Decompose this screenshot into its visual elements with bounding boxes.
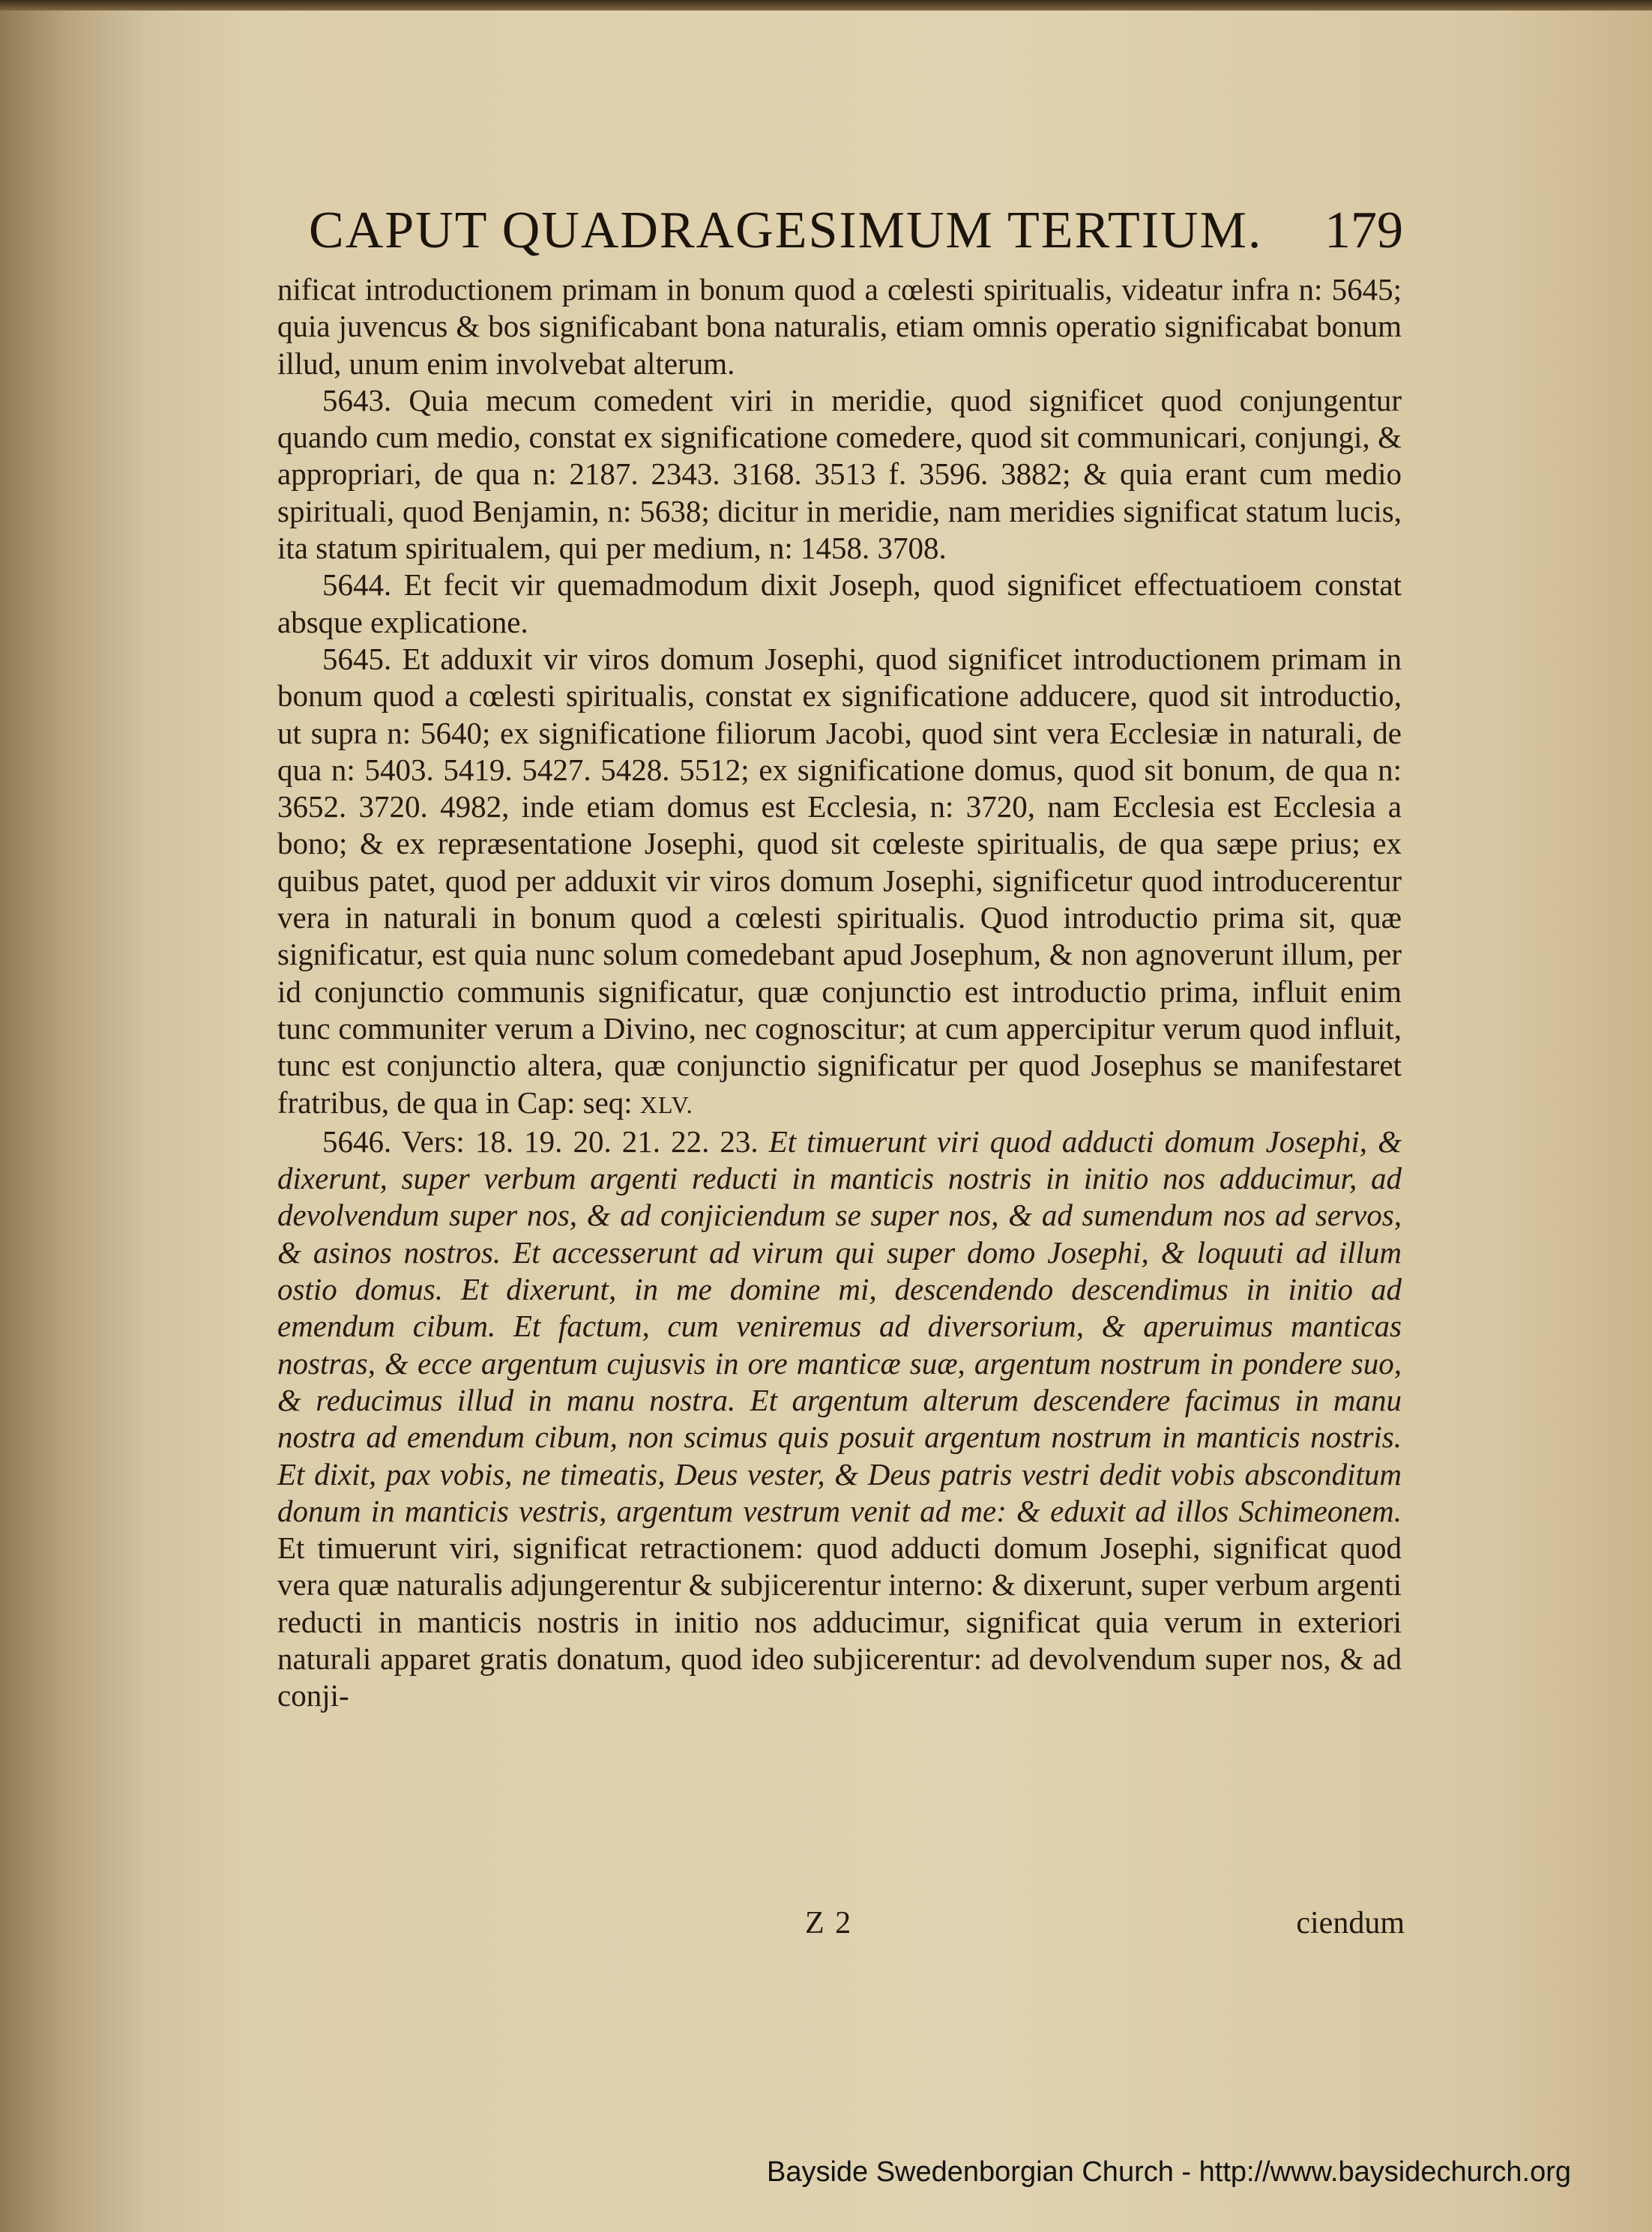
paragraph-5646-exposition: Et timuerunt viri, significat retractionem: quod adducti domum Josephi, significat quod vera quæ naturalis adjungerentur & subjicerentur interno: & dixerunt, super verbum argenti reducti in manticis nostris in initio nos adducimur, significat quia verum in exteriori naturali apparet gratis donatum, quod ideo subjicerentur: ad devolvendum super nos, & ad conji- bbox=[277, 1530, 1402, 1713]
paragraph-5644: 5644. Et fecit vir quemadmodum dixit Joseph, quod significet effectuatioem constat absque explicatione. bbox=[277, 567, 1402, 639]
scripture-quotation: Et timuerunt viri quod adducti domum Josephi, & dixerunt, super verbum argenti reducti in manticis nostris in initio nos adducimur, ad devolvendum super nos, & ad conjiciendum se super nos, & ad sumendum nos ad servos, & asinos nostros. Et accesserunt ad virum qui super domo Josephi, & loquuti ad illum ostio domus. Et dixerunt, in me domine mi, descendendo descendimus in initio ad emendum cibum. Et factum, cum veniremus ad diversorium, & aperuimus manticas nostras, & ecce argentum cujusvis in ore manticæ suæ, argentum nostrum in pondere suo, & reducimus illud in manu nostra. Et argentum alterum descendere facimus in manu nostra ad emendum cibum, non scimus quis posuit argentum nostrum in manticis nostris. Et dixit, pax vobis, ne timeatis, Deus vester, & Deus patris vestri dedit vobis absconditum donum in manticis vestris, argentum vestrum venit ad me: & eduxit ad illos Schimeonem. bbox=[277, 1123, 1402, 1528]
catchword: ciendum bbox=[1296, 1906, 1405, 1940]
page-footer bbox=[805, 1905, 1405, 1950]
verse-reference: 5646. Vers: 18. 19. 20. 21. 22. 23. bbox=[322, 1123, 759, 1159]
page-number: 179 bbox=[1324, 202, 1403, 259]
signature-mark: Z 2 bbox=[805, 1906, 853, 1940]
page-top-edge bbox=[0, 0, 1652, 10]
source-credit: Bayside Swedenborgian Church - http://www.baysidechurch.org bbox=[766, 2156, 1571, 2188]
chapter-reference: XLV. bbox=[639, 1091, 693, 1118]
page-header bbox=[309, 201, 1403, 268]
paragraph-5646 bbox=[277, 1123, 1402, 1715]
running-head: CAPUT QUADRAGESIMUM TERTIUM. bbox=[309, 202, 1263, 259]
paragraph-5643: 5643. Quia mecum comedent viri in meridie, quod significet quod conjungentur quando cum medio, constat ex significatione comedere, quod sit communicari, conjungi, & appropriari, de qua n: 2187. 2343. 3168. 3513 f. 3596. 3882; & quia erant cum medio spirituali, quod Benjamin, n: 5638; dicitur in meridie, nam meridies significat statum lucis, ita statum spiritualem, qui per medium, n: 1458. 3708. bbox=[277, 382, 1402, 566]
paragraph-5645 bbox=[277, 641, 1402, 1123]
paragraph-5645-text: 5645. Et adduxit vir viros domum Josephi, quod significet introductionem primam in bonum quod a cœlesti spiritualis, constat ex significatione adducere, quod sit introductio, ut supra n: 5640; ex significatione filiorum Jacobi, quod sint vera Ecclesiæ in naturali, de qua n: 5403. 5419. 5427. 5428. 5512; ex significatione domus, quod sit bonum, de qua n: 3652. 3720. 4982, inde etiam domus est Ecclesia, n: 3720, nam Ecclesia est Ecclesia a bono; & ex repræsentatione Josephi, quod sit cœleste spiritualis, de qua sæpe prius; ex quibus patet, quod per adduxit vir viros domum Josephi, significetur quod introducerentur vera in naturali in bonum quod a cœlesti spiritualis. Quod introductio prima sit, quæ significatur, est quia nunc solum comedebant apud Josephum, & non agnoverunt illum, per id conjunctio communis significatur, quæ conjunctio est introductio prima, influit enim tunc communiter verum a Divino, nec cognoscitur; at cum appercipitur verum quod influit, tunc est conjunctio altera, quæ conjunctio significatur per quod Josephus se manifestaret fratribus, de qua in Cap: seq: bbox=[277, 641, 1402, 1120]
paragraph-continuation: nificat introductionem primam in bonum quod a cœlesti spiritualis, videatur infra n: 5645; quia juvencus & bos significabant bona naturalis, etiam omnis operatio significabat bonum illud, unum enim involvebat alterum. bbox=[277, 272, 1402, 381]
body-text bbox=[277, 271, 1402, 1913]
